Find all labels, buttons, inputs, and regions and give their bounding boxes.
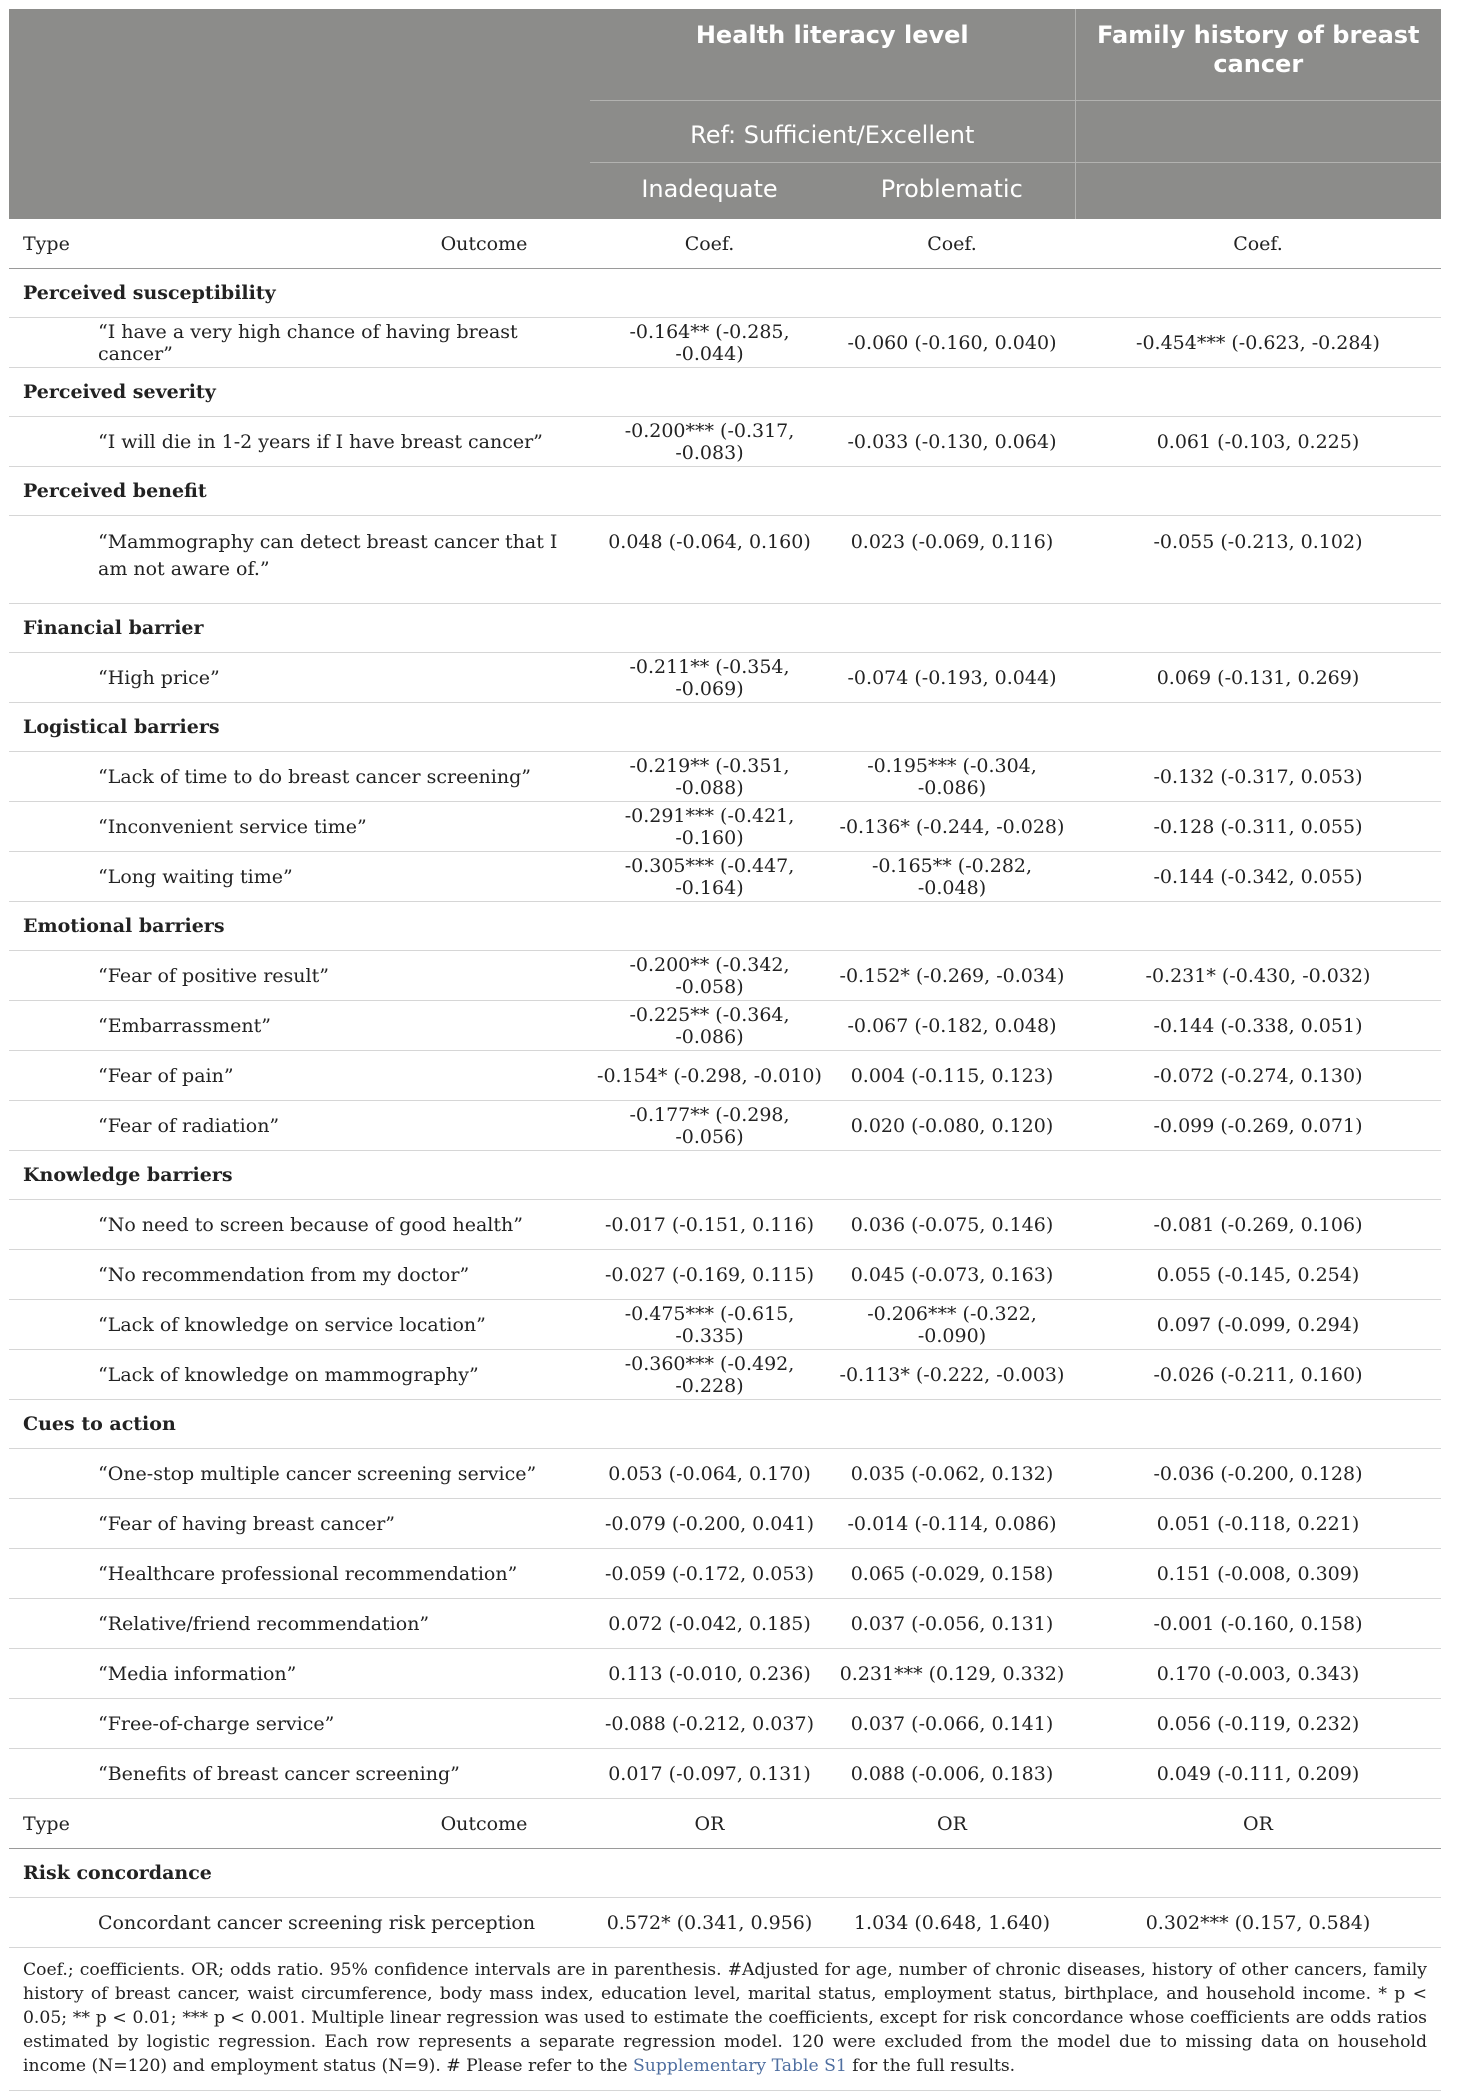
header-blank bbox=[1075, 163, 1441, 220]
value-family-history: 0.061 (-0.103, 0.225) bbox=[1075, 417, 1441, 467]
section-title: Perceived benefit bbox=[9, 467, 1441, 516]
col-or-family: OR bbox=[1075, 1799, 1441, 1849]
value-problematic: -0.060 (-0.160, 0.040) bbox=[829, 318, 1075, 368]
value-inadequate: -0.291*** (-0.421, -0.160) bbox=[590, 802, 829, 852]
value-inadequate: -0.200** (-0.342, -0.058) bbox=[590, 951, 829, 1001]
value-problematic: 0.036 (-0.075, 0.146) bbox=[829, 1200, 1075, 1250]
table-row bbox=[9, 951, 1441, 1001]
column-header-row bbox=[9, 219, 1441, 269]
table-body bbox=[9, 219, 1441, 2091]
value-problematic: -0.014 (-0.114, 0.086) bbox=[829, 1499, 1075, 1549]
value-inadequate: -0.027 (-0.169, 0.115) bbox=[590, 1250, 829, 1300]
section-title: Perceived severity bbox=[9, 368, 1441, 417]
table-row bbox=[9, 1599, 1441, 1649]
outcome-label: “Embarrassment” bbox=[9, 1001, 590, 1051]
col-coef-family: Coef. bbox=[1075, 219, 1441, 269]
value-family-history: -0.001 (-0.160, 0.158) bbox=[1075, 1599, 1441, 1649]
header-blank bbox=[9, 9, 590, 101]
value-inadequate: -0.154* (-0.298, -0.010) bbox=[590, 1051, 829, 1101]
section-row bbox=[9, 902, 1441, 951]
value-inadequate: 0.053 (-0.064, 0.170) bbox=[590, 1449, 829, 1499]
section-title: Emotional barriers bbox=[9, 902, 1441, 951]
value-problematic: -0.074 (-0.193, 0.044) bbox=[829, 653, 1075, 703]
table-row bbox=[9, 1051, 1441, 1101]
footnote-tail: for the full results. bbox=[846, 2056, 1016, 2076]
value-problematic: 0.037 (-0.056, 0.131) bbox=[829, 1599, 1075, 1649]
col-coef-problematic: Coef. bbox=[829, 219, 1075, 269]
value-family-history: 0.097 (-0.099, 0.294) bbox=[1075, 1300, 1441, 1350]
section-title: Cues to action bbox=[9, 1400, 1441, 1449]
outcome-label: Concordant cancer screening risk perception bbox=[9, 1898, 590, 1948]
results-table bbox=[9, 9, 1441, 2091]
value-problematic: 0.023 (-0.069, 0.116) bbox=[829, 516, 1075, 604]
value-family-history: -0.072 (-0.274, 0.130) bbox=[1075, 1051, 1441, 1101]
table-row bbox=[9, 802, 1441, 852]
value-problematic: 0.231*** (0.129, 0.332) bbox=[829, 1649, 1075, 1699]
value-problematic: 0.065 (-0.029, 0.158) bbox=[829, 1549, 1075, 1599]
table-row bbox=[9, 1101, 1441, 1151]
value-inadequate: 0.572* (0.341, 0.956) bbox=[590, 1898, 829, 1948]
header-blank bbox=[9, 101, 590, 163]
value-inadequate: -0.079 (-0.200, 0.041) bbox=[590, 1499, 829, 1549]
table-row bbox=[9, 516, 1441, 604]
outcome-label: “No recommendation from my doctor” bbox=[9, 1250, 590, 1300]
value-family-history: -0.128 (-0.311, 0.055) bbox=[1075, 802, 1441, 852]
value-problematic: -0.033 (-0.130, 0.064) bbox=[829, 417, 1075, 467]
outcome-label: “I have a very high chance of having breast cancer” bbox=[9, 318, 590, 368]
outcome-label: “Benefits of breast cancer screening” bbox=[9, 1749, 590, 1799]
value-family-history: -0.081 (-0.269, 0.106) bbox=[1075, 1200, 1441, 1250]
value-problematic: 0.037 (-0.066, 0.141) bbox=[829, 1699, 1075, 1749]
value-inadequate: -0.059 (-0.172, 0.053) bbox=[590, 1549, 829, 1599]
value-family-history: 0.055 (-0.145, 0.254) bbox=[1075, 1250, 1441, 1300]
outcome-label: “Mammography can detect breast cancer that I am not aware of.” bbox=[9, 516, 590, 604]
section-row bbox=[9, 1400, 1441, 1449]
table-row bbox=[9, 653, 1441, 703]
section-title: Financial barrier bbox=[9, 604, 1441, 653]
table-row bbox=[9, 1001, 1441, 1051]
section-row bbox=[9, 1849, 1441, 1898]
outcome-label: “Inconvenient service time” bbox=[9, 802, 590, 852]
col-outcome: Outcome bbox=[274, 1799, 590, 1849]
value-problematic: -0.113* (-0.222, -0.003) bbox=[829, 1350, 1075, 1400]
value-family-history: 0.302*** (0.157, 0.584) bbox=[1075, 1898, 1441, 1948]
value-inadequate: 0.113 (-0.010, 0.236) bbox=[590, 1649, 829, 1699]
outcome-label: “Free-of-charge service” bbox=[9, 1699, 590, 1749]
value-family-history: -0.026 (-0.211, 0.160) bbox=[1075, 1350, 1441, 1400]
outcome-label: “Long waiting time” bbox=[9, 852, 590, 902]
value-family-history: -0.099 (-0.269, 0.071) bbox=[1075, 1101, 1441, 1151]
value-inadequate: -0.211** (-0.354, -0.069) bbox=[590, 653, 829, 703]
value-family-history: -0.036 (-0.200, 0.128) bbox=[1075, 1449, 1441, 1499]
section-title: Knowledge barriers bbox=[9, 1151, 1441, 1200]
value-family-history: -0.144 (-0.342, 0.055) bbox=[1075, 852, 1441, 902]
value-problematic: -0.067 (-0.182, 0.048) bbox=[829, 1001, 1075, 1051]
results-table-container bbox=[9, 9, 1441, 2091]
section-title: Risk concordance bbox=[9, 1849, 1441, 1898]
header-health-literacy: Health literacy level bbox=[590, 9, 1075, 101]
value-problematic: 0.088 (-0.006, 0.183) bbox=[829, 1749, 1075, 1799]
value-problematic: 0.045 (-0.073, 0.163) bbox=[829, 1250, 1075, 1300]
table-row bbox=[9, 417, 1441, 467]
column-header-row-or bbox=[9, 1799, 1441, 1849]
header-reference: Ref: Sufficient/Excellent bbox=[590, 101, 1075, 163]
value-family-history: -0.454*** (-0.623, -0.284) bbox=[1075, 318, 1441, 368]
value-problematic: -0.195*** (-0.304, -0.086) bbox=[829, 752, 1075, 802]
table-row bbox=[9, 852, 1441, 902]
header-blank bbox=[9, 163, 590, 220]
section-title: Logistical barriers bbox=[9, 703, 1441, 752]
value-inadequate: -0.088 (-0.212, 0.037) bbox=[590, 1699, 829, 1749]
outcome-label: “Fear of having breast cancer” bbox=[9, 1499, 590, 1549]
value-problematic: 1.034 (0.648, 1.640) bbox=[829, 1898, 1075, 1948]
outcome-label: “Lack of time to do breast cancer screening” bbox=[9, 752, 590, 802]
header-family-history: Family history of breast cancer bbox=[1075, 9, 1441, 101]
outcome-label: “Lack of knowledge on service location” bbox=[9, 1300, 590, 1350]
value-inadequate: -0.475*** (-0.615, -0.335) bbox=[590, 1300, 829, 1350]
table-row bbox=[9, 1699, 1441, 1749]
value-family-history: 0.051 (-0.118, 0.221) bbox=[1075, 1499, 1441, 1549]
section-row bbox=[9, 604, 1441, 653]
value-problematic: -0.206*** (-0.322, -0.090) bbox=[829, 1300, 1075, 1350]
value-problematic: -0.136* (-0.244, -0.028) bbox=[829, 802, 1075, 852]
footnote-text: Coef.; coefficients. OR; odds ratio. 95% confidence intervals are in parenthesis. #Adjusted for age, number of chronic diseases, history of other cancers, family history of breast cancer, waist circumference, body mass index, education level, marital status, employment status, birthplace, and household income. * p < 0.05; ** p < 0.01; *** p < 0.001. Multiple linear regression was used to estimate the coefficients, except for risk concordance whose coefficients are odds ratios estimated by logistic regression. Each row represents a separate regression model. 120 were excluded from the model due to missing data on household income (N=120) and employment status (N=9). # Please refer to the bbox=[23, 1960, 1427, 2076]
value-problematic: -0.165** (-0.282, -0.048) bbox=[829, 852, 1075, 902]
outcome-label: “Fear of pain” bbox=[9, 1051, 590, 1101]
value-inadequate: -0.225** (-0.364, -0.086) bbox=[590, 1001, 829, 1051]
outcome-label: “Lack of knowledge on mammography” bbox=[9, 1350, 590, 1400]
outcome-label: “Relative/friend recommendation” bbox=[9, 1599, 590, 1649]
outcome-label: “High price” bbox=[9, 653, 590, 703]
section-row bbox=[9, 1151, 1441, 1200]
col-coef-inadequate: Coef. bbox=[590, 219, 829, 269]
outcome-label: “One-stop multiple cancer screening service” bbox=[9, 1449, 590, 1499]
outcome-label: “Fear of radiation” bbox=[9, 1101, 590, 1151]
value-problematic: 0.020 (-0.080, 0.120) bbox=[829, 1101, 1075, 1151]
outcome-label: “Media information” bbox=[9, 1649, 590, 1699]
value-inadequate: 0.017 (-0.097, 0.131) bbox=[590, 1749, 829, 1799]
table-row bbox=[9, 1250, 1441, 1300]
value-problematic: 0.004 (-0.115, 0.123) bbox=[829, 1051, 1075, 1101]
table-row bbox=[9, 1449, 1441, 1499]
value-inadequate: -0.200*** (-0.317, -0.083) bbox=[590, 417, 829, 467]
header-problematic: Problematic bbox=[829, 163, 1075, 220]
value-family-history: 0.056 (-0.119, 0.232) bbox=[1075, 1699, 1441, 1749]
value-family-history: 0.170 (-0.003, 0.343) bbox=[1075, 1649, 1441, 1699]
table-row bbox=[9, 1200, 1441, 1250]
value-inadequate: -0.305*** (-0.447, -0.164) bbox=[590, 852, 829, 902]
section-row bbox=[9, 368, 1441, 417]
outcome-label: “Healthcare professional recommendation” bbox=[9, 1549, 590, 1599]
table-row bbox=[9, 1300, 1441, 1350]
header-blank bbox=[1075, 101, 1441, 163]
table-row bbox=[9, 1350, 1441, 1400]
table-row bbox=[9, 752, 1441, 802]
col-or-inadequate: OR bbox=[590, 1799, 829, 1849]
footnote bbox=[9, 1948, 1441, 2091]
table-row bbox=[9, 1649, 1441, 1699]
value-inadequate: -0.017 (-0.151, 0.116) bbox=[590, 1200, 829, 1250]
table-row bbox=[9, 1499, 1441, 1549]
value-family-history: -0.144 (-0.338, 0.051) bbox=[1075, 1001, 1441, 1051]
table-row bbox=[9, 1749, 1441, 1799]
footnote-row bbox=[9, 1948, 1441, 2091]
value-inadequate: -0.164** (-0.285, -0.044) bbox=[590, 318, 829, 368]
value-family-history: 0.069 (-0.131, 0.269) bbox=[1075, 653, 1441, 703]
header-inadequate: Inadequate bbox=[590, 163, 829, 220]
table-row bbox=[9, 1898, 1441, 1948]
section-row bbox=[9, 703, 1441, 752]
table-row bbox=[9, 318, 1441, 368]
col-type: Type bbox=[9, 1799, 274, 1849]
outcome-label: “I will die in 1-2 years if I have breast cancer” bbox=[9, 417, 590, 467]
section-title: Perceived susceptibility bbox=[9, 269, 1441, 318]
section-row bbox=[9, 269, 1441, 318]
table-row bbox=[9, 1549, 1441, 1599]
value-problematic: -0.152* (-0.269, -0.034) bbox=[829, 951, 1075, 1001]
supplementary-link[interactable]: Supplementary Table S1 bbox=[633, 2056, 847, 2076]
value-inadequate: -0.219** (-0.351, -0.088) bbox=[590, 752, 829, 802]
outcome-label: “Fear of positive result” bbox=[9, 951, 590, 1001]
value-inadequate: 0.072 (-0.042, 0.185) bbox=[590, 1599, 829, 1649]
value-inadequate: -0.360*** (-0.492, -0.228) bbox=[590, 1350, 829, 1400]
value-problematic: 0.035 (-0.062, 0.132) bbox=[829, 1449, 1075, 1499]
col-type: Type bbox=[9, 219, 274, 269]
col-outcome: Outcome bbox=[274, 219, 590, 269]
value-family-history: -0.132 (-0.317, 0.053) bbox=[1075, 752, 1441, 802]
value-inadequate: -0.177** (-0.298, -0.056) bbox=[590, 1101, 829, 1151]
section-row bbox=[9, 467, 1441, 516]
value-family-history: -0.231* (-0.430, -0.032) bbox=[1075, 951, 1441, 1001]
value-family-history: 0.151 (-0.008, 0.309) bbox=[1075, 1549, 1441, 1599]
col-or-problematic: OR bbox=[829, 1799, 1075, 1849]
value-family-history: -0.055 (-0.213, 0.102) bbox=[1075, 516, 1441, 604]
outcome-label: “No need to screen because of good health” bbox=[9, 1200, 590, 1250]
value-inadequate: 0.048 (-0.064, 0.160) bbox=[590, 516, 829, 604]
value-family-history: 0.049 (-0.111, 0.209) bbox=[1075, 1749, 1441, 1799]
